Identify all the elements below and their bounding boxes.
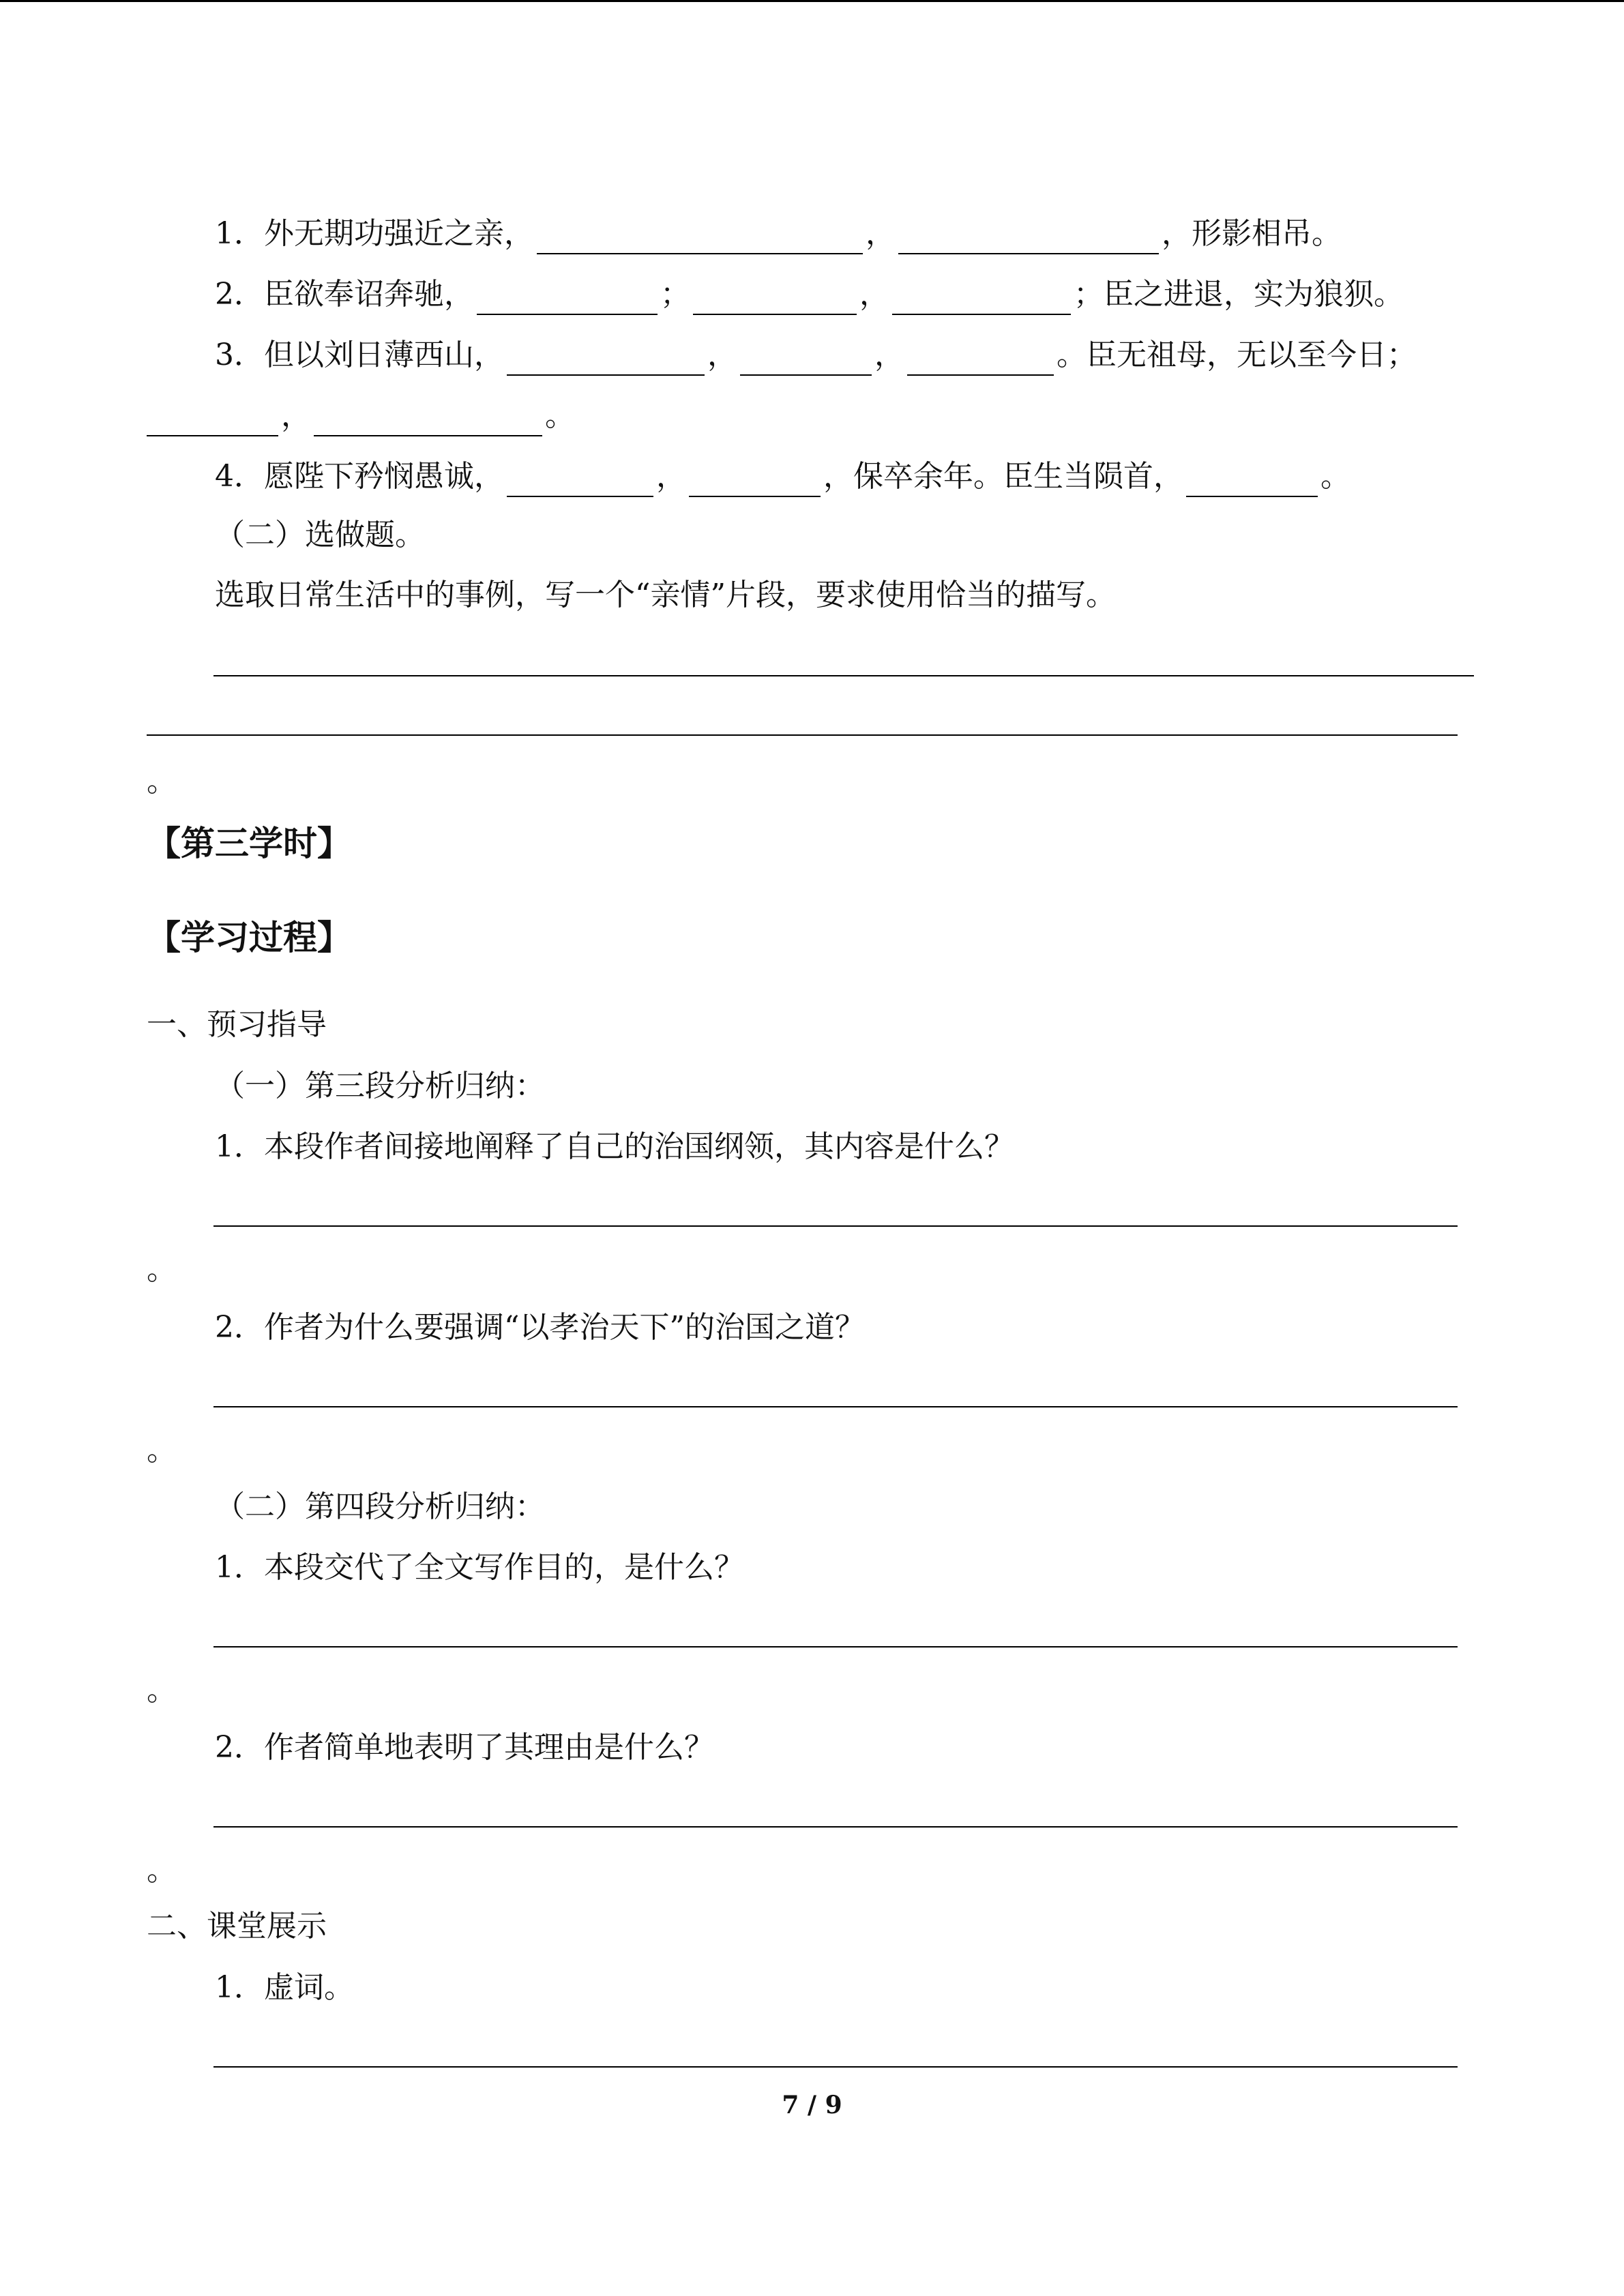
answer-blank[interactable]	[898, 222, 1159, 254]
answer-blank[interactable]	[507, 343, 705, 376]
answer-blank[interactable]	[537, 222, 863, 254]
optional-prompt: 选取日常生活中的事例，写一个“亲情”片段，要求使用恰当的描写。	[215, 578, 1116, 612]
answer-blank[interactable]	[892, 282, 1071, 315]
answer-end-mark: 。	[147, 1433, 177, 1467]
punctuation: 。	[1320, 459, 1350, 494]
fill-question-4	[215, 456, 1350, 497]
answer-line[interactable]	[147, 734, 1458, 736]
answer-line[interactable]	[213, 1646, 1458, 1648]
punctuation: ，	[859, 277, 889, 312]
question-text: 4．愿陛下矜悯愚诚，	[215, 459, 504, 494]
section-1-title: 一、预习指导	[147, 1007, 327, 1042]
punctuation: ，	[866, 216, 896, 251]
question-text: 2．作者简单地表明了其理由是什么？	[215, 1730, 714, 1765]
question-text: 2．作者为什么要强调“以孝治天下”的治国之道？	[215, 1310, 865, 1345]
answer-blank[interactable]	[907, 343, 1054, 376]
answer-line[interactable]	[213, 1225, 1458, 1227]
fill-question-3	[215, 335, 1417, 376]
answer-end-mark: 。	[147, 1252, 177, 1287]
punctuation: ，	[656, 459, 686, 494]
answer-blank[interactable]	[693, 282, 857, 315]
question-text: 。臣无祖母，无以至今日；	[1057, 338, 1417, 372]
fill-question-1	[215, 213, 1342, 254]
answer-blank[interactable]	[147, 404, 278, 436]
answer-end-mark: 。	[147, 764, 177, 799]
optional-heading: （二）选做题。	[215, 518, 425, 552]
question-text: 1．外无期功强近之亲，	[215, 216, 534, 251]
punctuation: 。	[545, 398, 575, 433]
answer-blank[interactable]	[477, 282, 658, 315]
question-text: 1．本段交代了全文写作目的，是什么？	[215, 1550, 744, 1585]
question-text: ，形影相吊。	[1162, 216, 1342, 251]
section-2-title: 二、课堂展示	[147, 1909, 327, 1943]
answer-line[interactable]	[213, 675, 1474, 676]
question-text: 1．虚词。	[215, 1970, 354, 2005]
fill-question-2	[215, 274, 1404, 315]
answer-end-mark: 。	[147, 1853, 177, 1888]
subsection-2-title: （二）第四段分析归纳：	[215, 1489, 545, 1524]
punctuation: ，	[281, 398, 311, 433]
question-text: 2．臣欲奉诏奔驰，	[215, 277, 474, 312]
punctuation: ，	[874, 338, 904, 372]
question-text: ；臣之进退，实为狼狈。	[1074, 277, 1404, 312]
answer-line[interactable]	[213, 2066, 1458, 2068]
question-text: 1．本段作者间接地阐释了自己的治国纲领，其内容是什么？	[215, 1129, 1014, 1164]
question-text: ，保卒余年。臣生当陨首，	[823, 459, 1183, 494]
answer-line[interactable]	[213, 1826, 1458, 1828]
page-number: 7 / 9	[782, 2091, 842, 2119]
question-text: 3．但以刘日薄西山，	[215, 338, 504, 372]
answer-blank[interactable]	[314, 404, 542, 436]
answer-line[interactable]	[213, 1406, 1458, 1407]
top-border	[0, 0, 1624, 2]
answer-blank[interactable]	[507, 464, 653, 497]
session-title: 【第三学时】	[147, 823, 351, 863]
answer-end-mark: 。	[147, 1673, 177, 1708]
punctuation: ，	[707, 338, 737, 372]
punctuation: ；	[660, 277, 690, 312]
fill-question-3-continued	[147, 396, 575, 436]
subsection-1-title: （一）第三段分析归纳：	[215, 1069, 545, 1103]
process-title: 【学习过程】	[147, 917, 351, 957]
answer-blank[interactable]	[689, 464, 821, 497]
answer-blank[interactable]	[1186, 464, 1318, 497]
answer-blank[interactable]	[740, 343, 872, 376]
